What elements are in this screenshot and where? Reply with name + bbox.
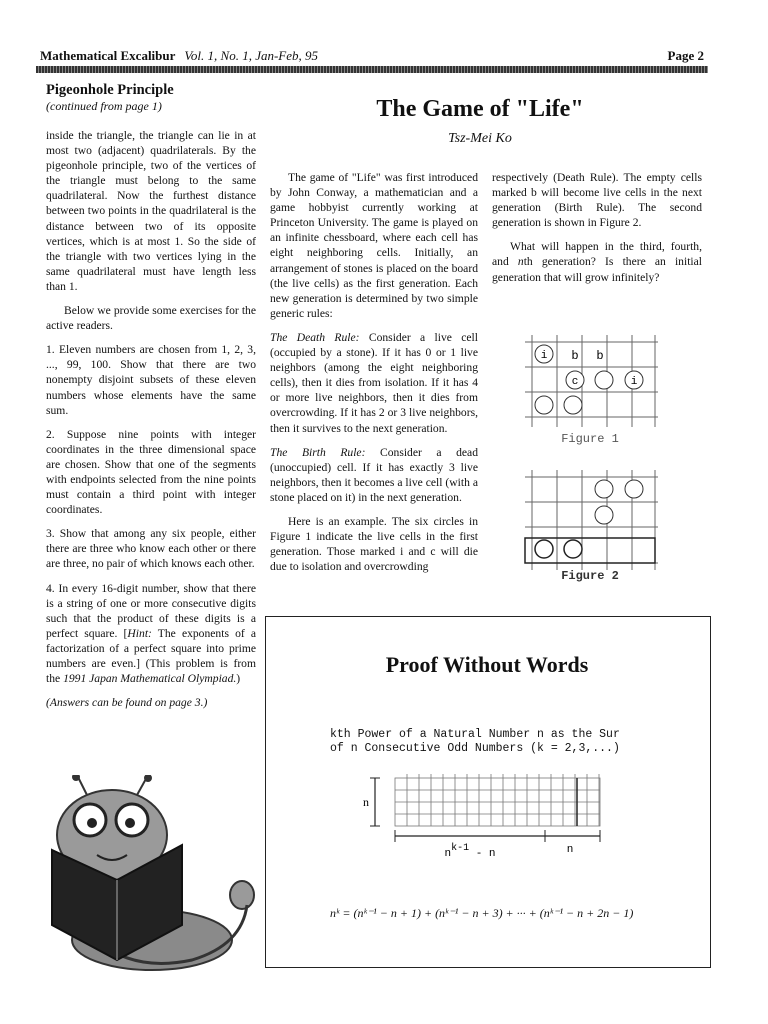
death-rule-label: The Death Rule: xyxy=(270,330,360,344)
life-column-2 xyxy=(492,170,702,294)
fig1-label-b2: b xyxy=(596,349,604,363)
diagram-n-height-label: n xyxy=(363,795,369,809)
diagram-bottom-left-label: nk-1 - n xyxy=(444,843,496,860)
figure-2-caption: Figure 2 xyxy=(561,569,619,583)
live-cell xyxy=(595,480,613,498)
pigeonhole-section xyxy=(46,82,256,719)
exercise-1: 1. Eleven numbers are chosen from 1, 2, 3, ..., 99, 100. Show that there are two nonempty disjoint subsets of these eleven numbers whose elements have the same sum. xyxy=(46,343,256,417)
live-cell xyxy=(564,540,582,558)
page-number: Page 2 xyxy=(667,48,704,63)
publication-name: Mathematical Excalibur xyxy=(40,48,176,63)
exercise-3: 3. Show that among any six people, either there are three who know each other or there are three, no pair of which knows each other. xyxy=(46,527,256,571)
life-author: Tsz-Mei Ko xyxy=(448,131,512,146)
issue-info: Vol. 1, No. 1, Jan-Feb, 95 xyxy=(184,48,319,63)
live-cell xyxy=(625,480,643,498)
birth-rule: The Birth Rule: Consider a dead (unoccupied) cell. If it has exactly 3 live neighbors, then it becomes a live cell (with a stone placed on it) in the next generation. xyxy=(270,445,478,504)
proof-caption-line-2: of n Consecutive Odd Numbers (k = 2,3,...) xyxy=(330,742,620,755)
proof-formula: nᵏ = (nᵏ⁻¹ − n + 1) + (nᵏ⁻¹ − n + 3) + ··· + (nᵏ⁻¹ − n + 2n − 1) xyxy=(330,906,634,920)
life-title: The Game of "Life" xyxy=(376,96,584,122)
bookworm-illustration xyxy=(42,775,257,980)
exercise-4: 4. In every 16-digit number, show that there is a string of one or more consecutive digits such that the product of these digits is a perfect square. [Hint: The exponents of a factorization of a perfect square into prime numbers are even.] (This problem is from the 1991 Japan Mathematical Olympiad.) xyxy=(46,581,256,686)
life-paragraph-4: Here is an example. The six circles in Figure 1 indicate the live cells in the first generation. Those marked i and c will die due to isolation and overcrowding xyxy=(270,514,478,574)
life-column-1 xyxy=(270,170,478,583)
figure-1 xyxy=(520,335,665,455)
exercise-2: 2. Suppose nine points with integer coordinates in the three dimensional space are chosen. Show that one of the segments with endpoints selected from the nine points must contain a third point with integer coordinates. xyxy=(46,427,256,517)
proof-title: Proof Without Words xyxy=(385,652,589,677)
figure-2 xyxy=(520,470,665,585)
live-cell xyxy=(535,540,553,558)
fig1-label-c: c xyxy=(571,376,579,388)
header-rule xyxy=(36,66,708,73)
birth-rule-label: The Birth Rule: xyxy=(270,445,366,459)
life-paragraph-1: The game of "Life" was first introduced by John Conway, a mathematician and a game hobbyist currently working at Princeton University. The game is played on an infinite chessboard, where each cell has eight neighboring cells. Initially, an arrangement of stones is placed on the board (the live cells) as the first generation. Each new generation is determined by two simple generic rules: xyxy=(270,171,478,320)
continued-note: (continued from page 1) xyxy=(46,99,162,113)
diagram-bottom-right-label: n xyxy=(566,844,574,856)
figure-1-caption: Figure 1 xyxy=(561,432,619,446)
answers-note: (Answers can be found on page 3.) xyxy=(46,696,208,710)
live-cell xyxy=(595,506,613,524)
fig1-label-b1: b xyxy=(571,349,579,363)
pigeonhole-title: Pigeonhole Principle xyxy=(46,82,174,98)
proof-caption-line-1: kth Power of a Natural Number n as the Sur xyxy=(330,728,620,741)
fig1-label-i: i xyxy=(540,350,548,362)
pigeonhole-paragraph-2: Below we provide some exercises for the active readers. xyxy=(46,304,256,333)
live-cell xyxy=(595,371,613,389)
proof-caption xyxy=(330,728,700,756)
life-paragraph-6: What will happen in the third, fourth, and nth generation? Is there an initial generation that will grow infinitely? xyxy=(492,240,703,284)
page-header xyxy=(40,48,710,66)
life-paragraph-5: respectively (Death Rule). The empty cells marked b will become live cells in the next generation (Birth Rule). The second generation is shown in Figure 2. xyxy=(492,171,702,230)
death-rule: The Death Rule: Consider a live cell (occupied by a stone). If it has 0 or 1 live neighbors (among the eight neighboring cells), then it dies from isolation. If it has 4 or more live neighbors, then it dies from overcrowding. If it has 2 or 3 live neighbors, then it survives to the next generation. xyxy=(270,330,478,435)
fig1-label-i2: i xyxy=(630,376,638,388)
live-cell xyxy=(564,396,582,414)
proof-diagram xyxy=(355,770,605,865)
pigeonhole-paragraph-1: inside the triangle, the triangle can lie in at most two (adjacent) quadrilaterals. By the pigeonhole principle, two of the vertices of the triangle must belong to the same quadrilateral. Now the furthest distance between two points in the quadrilateral is the distance between two of its opposite vertices, which is at most 1. So the side of the triangle with two vertices lying in the same quadrilateral must have length less than 1. xyxy=(46,129,256,293)
live-cell xyxy=(535,396,553,414)
